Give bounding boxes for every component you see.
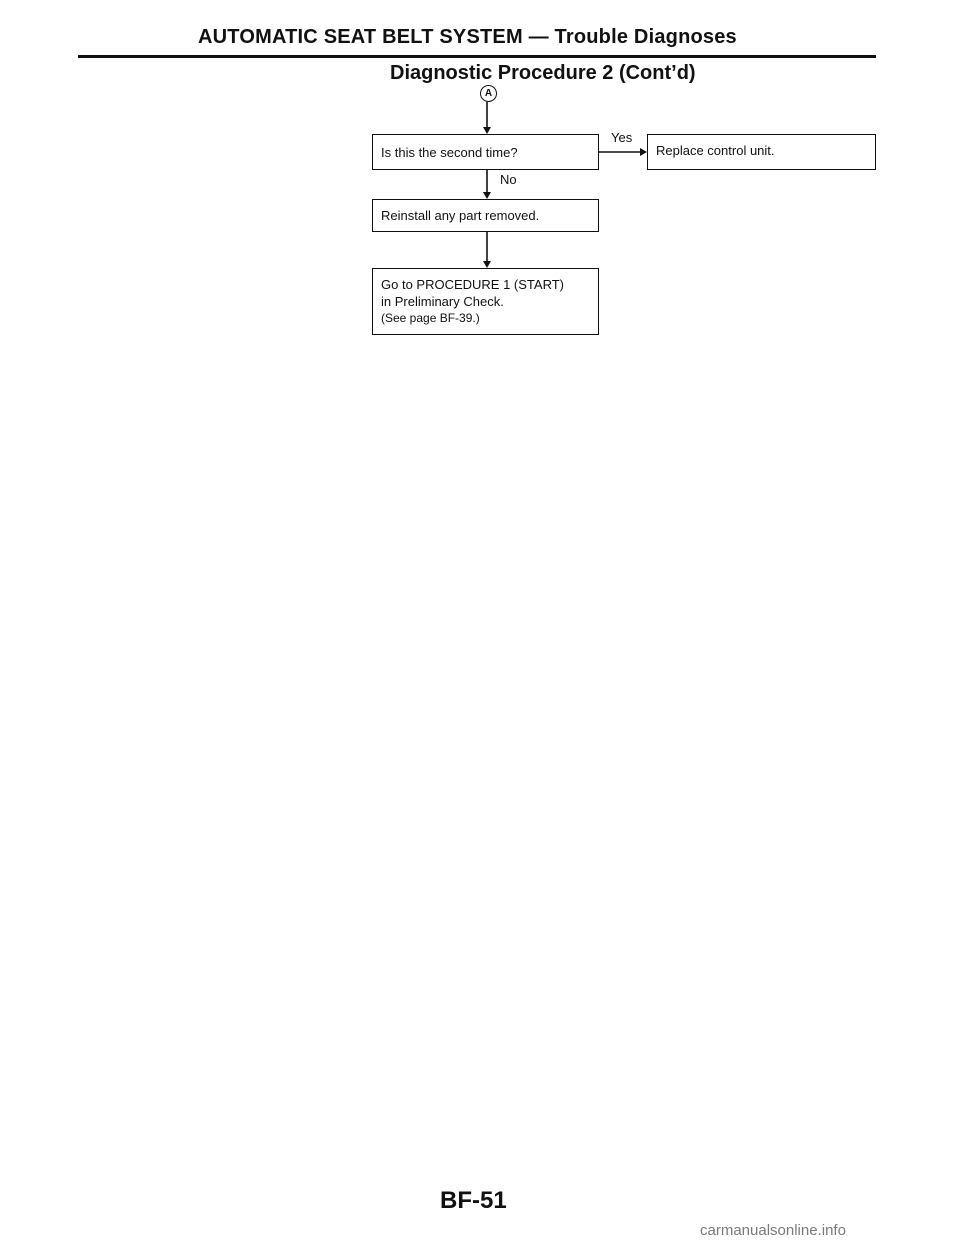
goto-line-2: in Preliminary Check. (381, 294, 504, 309)
goto-line-1: Go to PROCEDURE 1 (START) (381, 277, 564, 292)
question-text: Is this the second time? (381, 145, 518, 160)
goto-procedure-box (372, 268, 599, 335)
yes-label: Yes (611, 130, 633, 145)
goto-line-3: (See page BF-39.) (381, 311, 480, 325)
page-number: BF-51 (440, 1187, 507, 1214)
footer-watermark: carmanualsonline.info (700, 1222, 846, 1239)
reinstall-text: Reinstall any part removed. (381, 208, 540, 223)
replace-control-unit-text: Replace control unit. (656, 143, 775, 158)
arrowhead-goto (483, 261, 491, 268)
arrowhead-reinstall (483, 192, 491, 199)
arrowhead-question (483, 127, 491, 134)
section-title: Diagnostic Procedure 2 (Cont’d) (390, 62, 696, 84)
arrowhead-replace (640, 148, 647, 156)
question-box (372, 134, 599, 170)
replace-control-unit-box (647, 134, 876, 170)
page-header-title: AUTOMATIC SEAT BELT SYSTEM — Trouble Diagnoses (198, 26, 737, 48)
no-label: No (500, 172, 517, 187)
reinstall-box (372, 199, 599, 232)
reference-mark-a: A (480, 85, 497, 102)
